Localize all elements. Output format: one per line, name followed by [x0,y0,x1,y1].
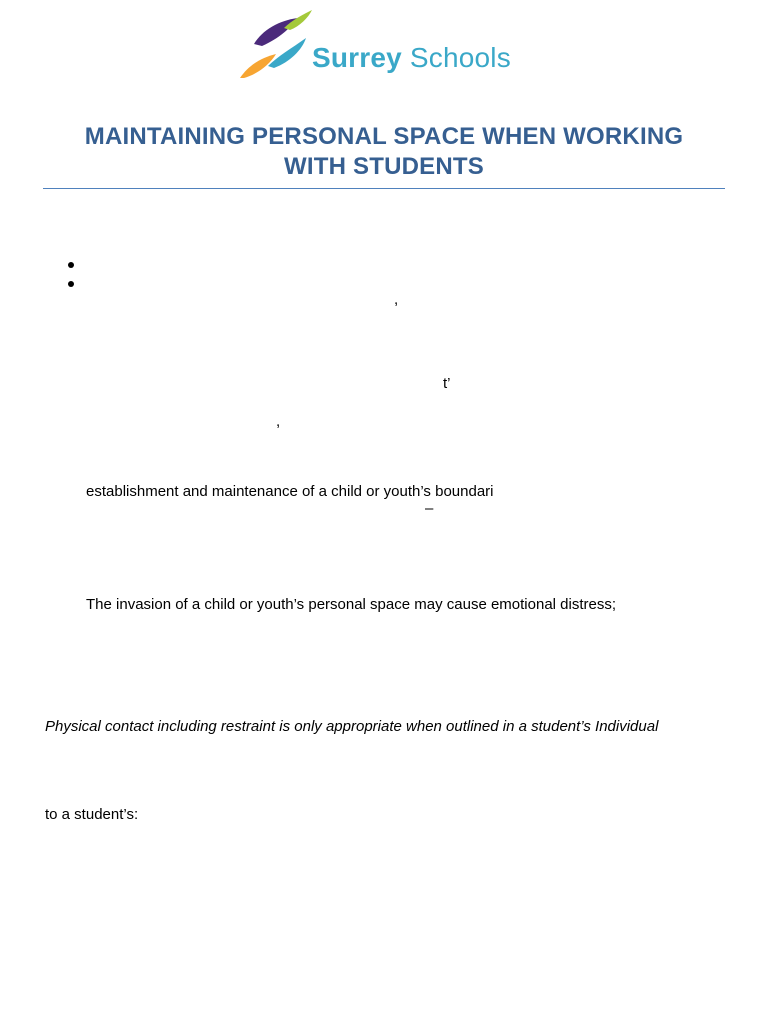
title-underline-rule [43,188,725,189]
logo-teal-swoosh [268,38,306,68]
surrey-schools-logo [240,8,530,80]
page-title-line-1: MAINTAINING PERSONAL SPACE WHEN WORKING [84,123,684,150]
text-fragment-apostrophe-t: t’ [443,375,451,392]
physical-contact-paragraph-line: Physical contact including restraint is only appropriate when outlined in a student’s Individual [45,718,659,735]
bullet-point-2 [68,281,74,287]
boundaries-paragraph-line: establishment and maintenance of a child or youth’s boundari [86,483,494,500]
page-title [43,122,725,182]
invasion-paragraph-line: The invasion of a child or youth’s personal space may cause emotional distress; [86,596,617,613]
logo-wordmark [312,42,511,74]
text-fragment-comma-1: , [394,291,399,308]
text-fragment-comma-2: , [276,413,281,430]
logo-word-schools: Schools [409,42,511,73]
page-title-line-2: WITH STUDENTS [284,153,484,180]
logo-mark-icon [240,8,312,80]
text-fragment-dash: – [425,500,434,517]
logo-word-surrey: Surrey [312,42,402,73]
to-student-paragraph-line: to a student’s: [45,806,139,823]
bullet-point-1 [68,262,74,268]
